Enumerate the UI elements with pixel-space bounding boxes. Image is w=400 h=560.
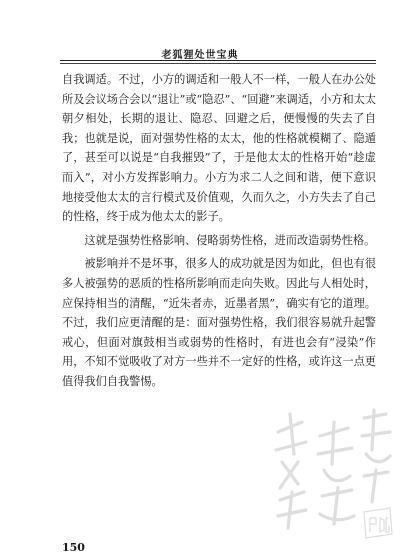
- header-rule: [60, 60, 376, 61]
- header-rule-thin: [60, 63, 376, 64]
- paragraph-3: 被影响并不是坏事，很多人的成功就是因为如此，但也有很多人被强势的恶质的性格所影响而走向失败。因此与人相处时，应保持相当的清醒，“近朱者赤，近墨者黑”，确实有它的道理。不过，我们应更清醒的是：面对强势性格，我们很容易就升起警戒心，但面对旗鼓相当或弱势的性格时，有进也会有“浸染”作用，不知不觉吸收了对方一些并不一定好的性格，或许这一点更值得我们自我警惕。: [62, 257, 376, 388]
- page-number: 150: [62, 541, 85, 554]
- library-stamp-watermark: [268, 392, 396, 542]
- paragraph-2: 这就是强势性格影响、侵略弱势性格，进而改造弱势性格。: [84, 233, 376, 247]
- paragraph-1: 自我调适。不过，小方的调适和一般人不一样，一般人在办公处所及会议场合会以“退让”或“隐忍”、“回避”来调适，小方和太太朝夕相处，长期的退让、隐忍、回避之后，便慢慢的失去了自我；也就是说，面对强势性格的太太，他的性格就模糊了、隐遁了，甚至可以说是“自我摧毁”了，于是他太太的性格开始“趁虚而入”，对小方发挥影响力。小方为求二人之间和谐，便下意识地接受他太太的言行模式及价值观，久而久之，小方失去了自己的性格，终于成为他太太的影子。: [62, 73, 377, 224]
- running-head-title: 老狐狸处世宝典: [161, 50, 239, 61]
- body-text: [62, 70, 376, 392]
